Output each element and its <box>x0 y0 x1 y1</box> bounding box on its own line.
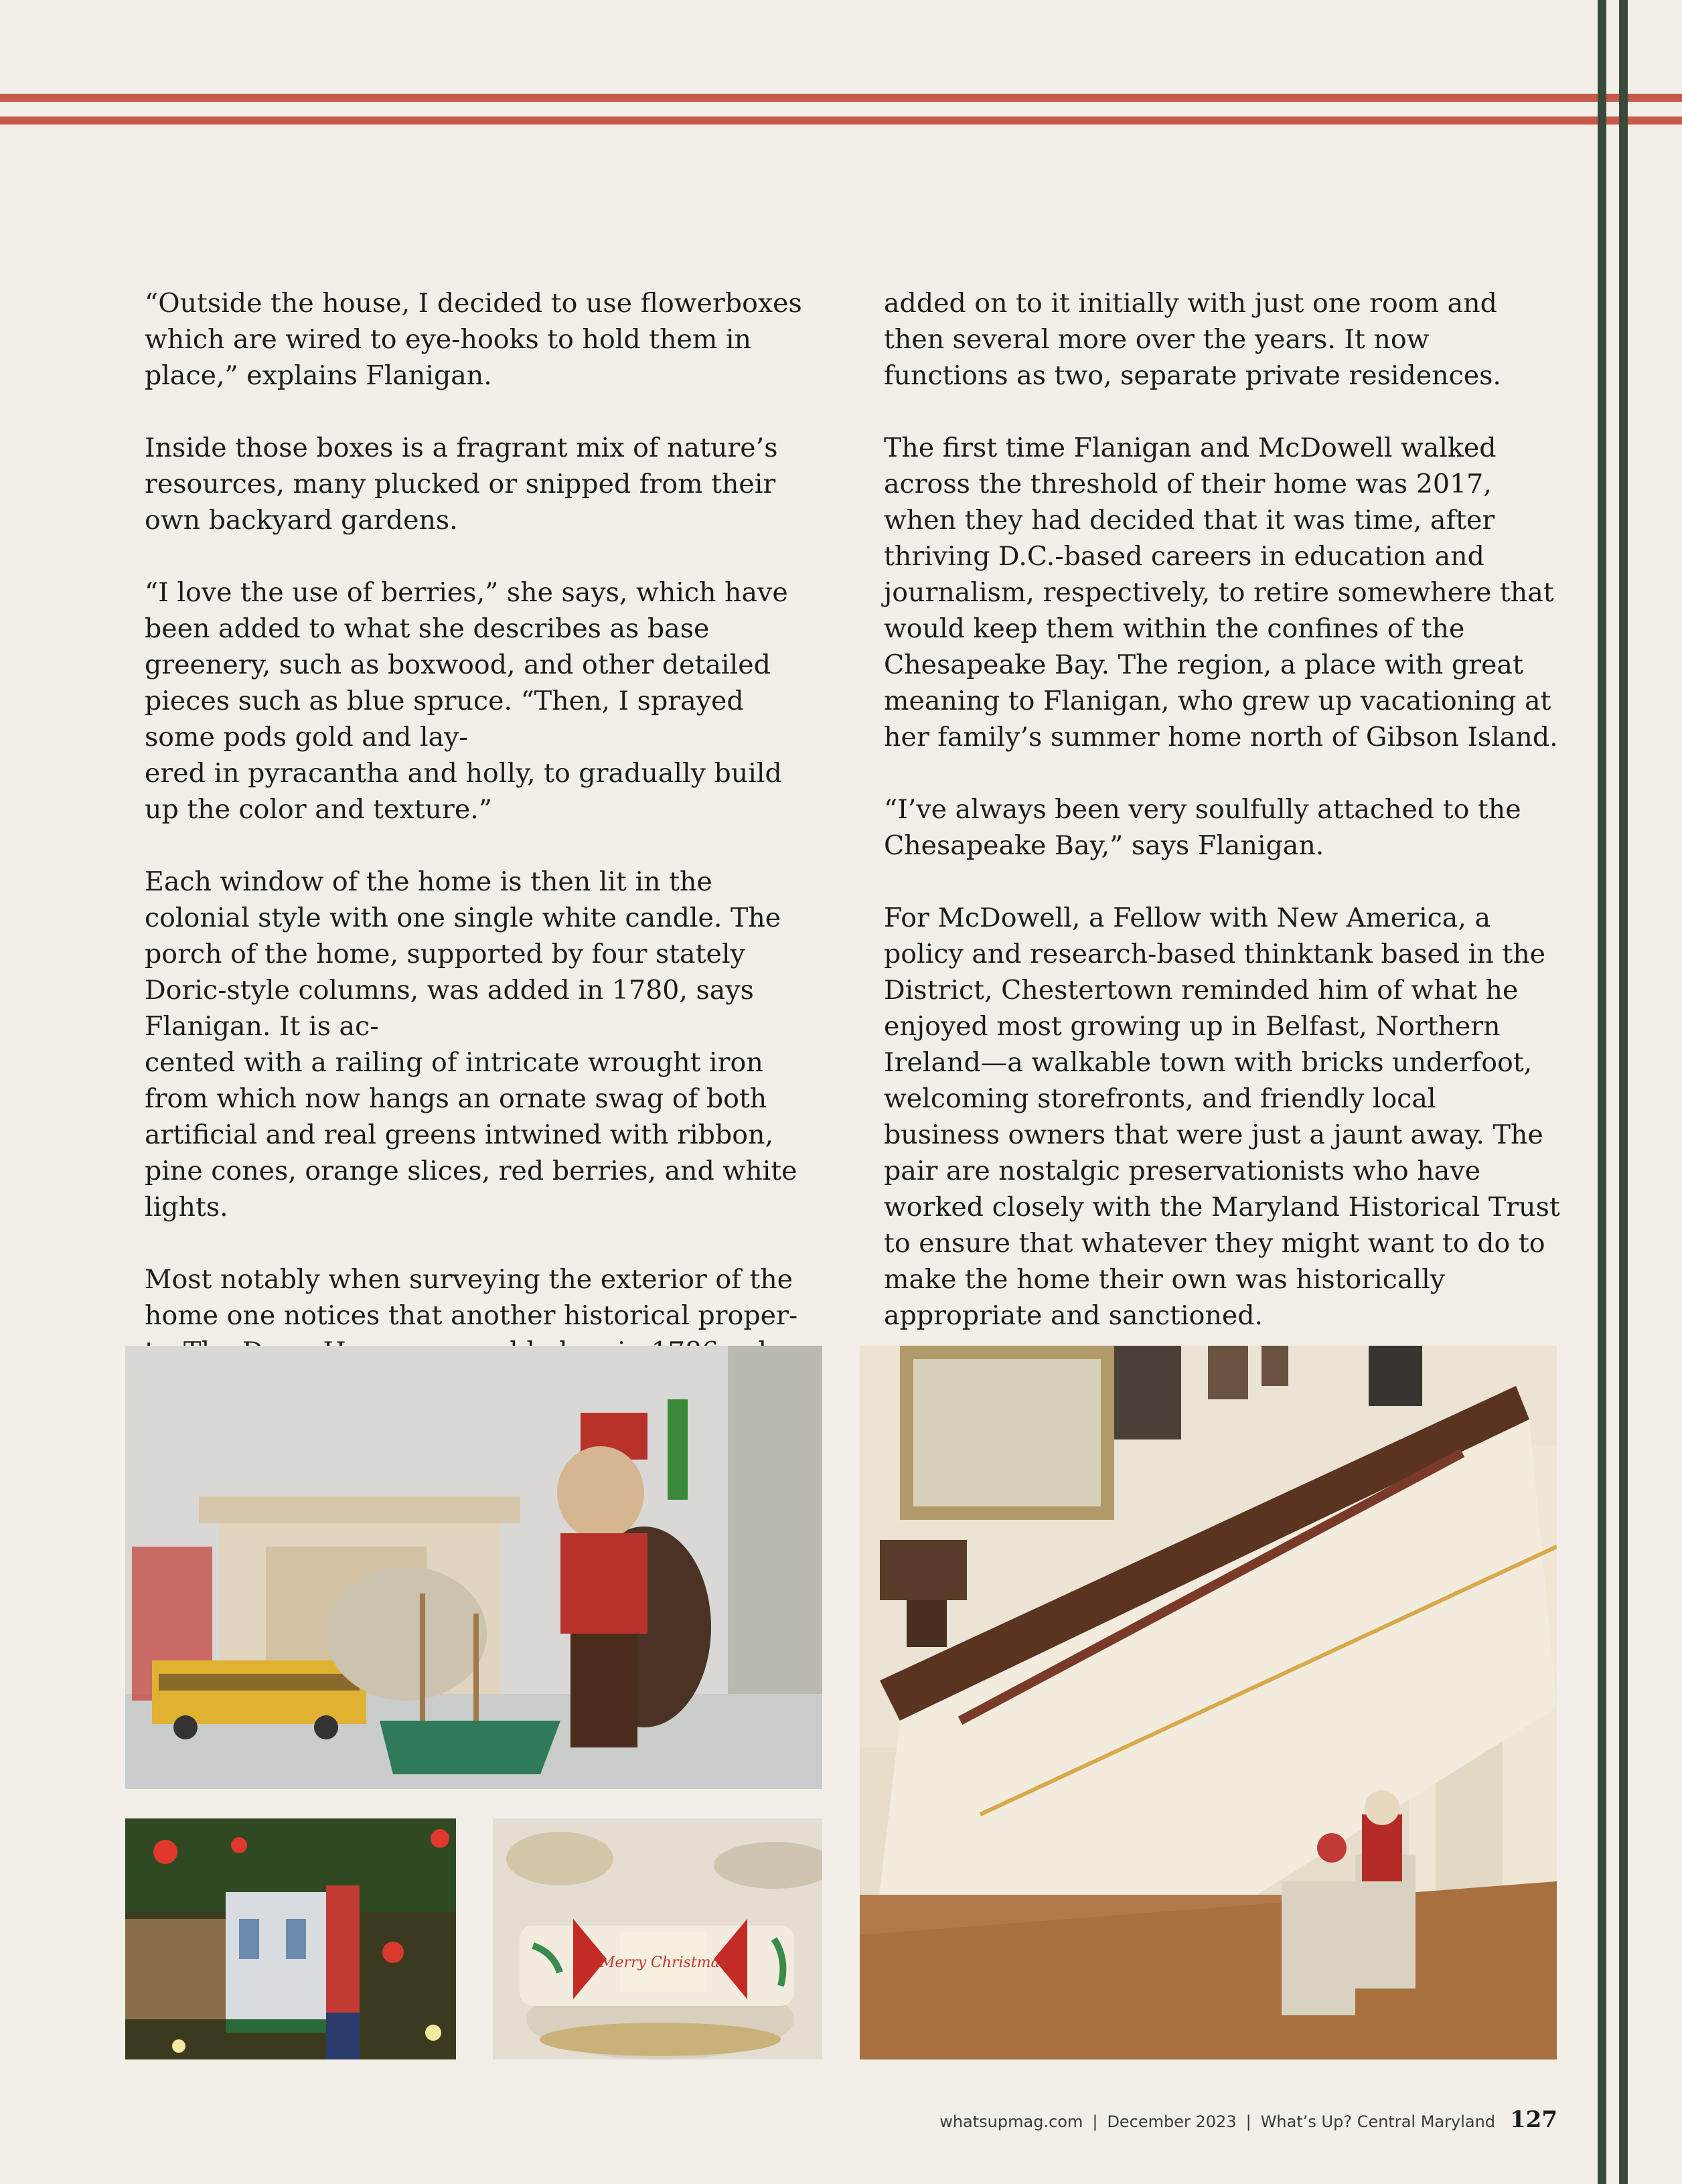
right-rule-outer <box>1619 0 1628 2184</box>
paragraph: For McDowell, a Fellow with New America, a policy and research-based thinktank based in the District, Chestertown reminded him of what he enjoyed most growing up in Belfast, Northern Ireland—a walkable town with bricks underfoot, welcoming storefronts, and friendly local business owners that were just a jaunt away. The pair are nostalgic preservationists who have worked closely with the Maryland Historical Trust to ensure that whatever they might want to do to make the home their own was historically appropriate and sanctioned. <box>884 903 1560 1331</box>
page-number: 127 <box>1510 2106 1557 2133</box>
paragraph: “I love the use of berries,” she says, which have been added to what she describes as base greenery, such as boxwood, and other detailed pieces such as blue spruce. “Then, I sprayed some pods gold and lay- ered in pyracantha and holly, to gradually build up the color and texture.” <box>145 577 788 825</box>
paragraph: “Outside the house, I decided to use flowerboxes which are wired to eye-hooks to hold them in place,” explains Flanigan. <box>145 288 802 391</box>
paragraph: Inside those boxes is a fragrant mix of nature’s resources, many plucked or snipped from their own backyard gardens. <box>145 433 778 536</box>
footer-separator: | <box>1092 2112 1098 2131</box>
photo-staircase <box>860 1346 1557 2059</box>
page-footer <box>939 2106 1557 2133</box>
paragraph: “I’ve always been very soulfully attached to the Chesapeake Bay,” says Flanigan. <box>884 794 1521 861</box>
article-right-column <box>884 285 1560 1370</box>
top-rule-upper <box>0 94 1682 102</box>
footer-publication: What’s Up? Central Maryland <box>1260 2112 1496 2131</box>
footer-site: whatsupmag.com <box>939 2112 1083 2131</box>
paragraph: Each window of the home is then lit in the colonial style with one single white candle. The porch of the home, supported by four stately Doric-style columns, was added in 1780, says Flanigan. It is ac- cented with a railing of intricate wrought iron from which now hangs an ornate swag of both artificial and real greens intwined with ribbon, pine cones, orange slices, red berries, and white lights. <box>145 866 797 1223</box>
paragraph: added on to it initially with just one room and then several more over the years. It now functions as two, separate private residences. <box>884 288 1501 391</box>
footer-separator: | <box>1245 2112 1251 2131</box>
photo-tree-ornament <box>125 1818 456 2059</box>
footer-issue: December 2023 <box>1107 2112 1237 2131</box>
paragraph: Most notably when surveying the exterior of the home one notices that another historical proper- <box>145 1264 798 1331</box>
cracker-text: Merry Christmas <box>600 1954 727 1971</box>
top-rule-lower <box>0 116 1682 125</box>
photo-christmas-cracker <box>493 1818 822 2059</box>
right-rule-inner <box>1598 0 1606 2184</box>
paragraph: The first time Flanigan and McDowell walked across the threshold of their home was 2017, when they had decided that it was time, after thriving D.C.-based careers in education and journalism, respectively, to retire somewhere that would keep them within the confines of the Chesapeake Bay. The region, a place with great meaning to Flanigan, who grew up vacationing at her family’s summer home north of Gibson Island. <box>884 433 1558 753</box>
photo-nutcracker-mantel <box>125 1346 822 1789</box>
article-left-column <box>145 285 821 1442</box>
